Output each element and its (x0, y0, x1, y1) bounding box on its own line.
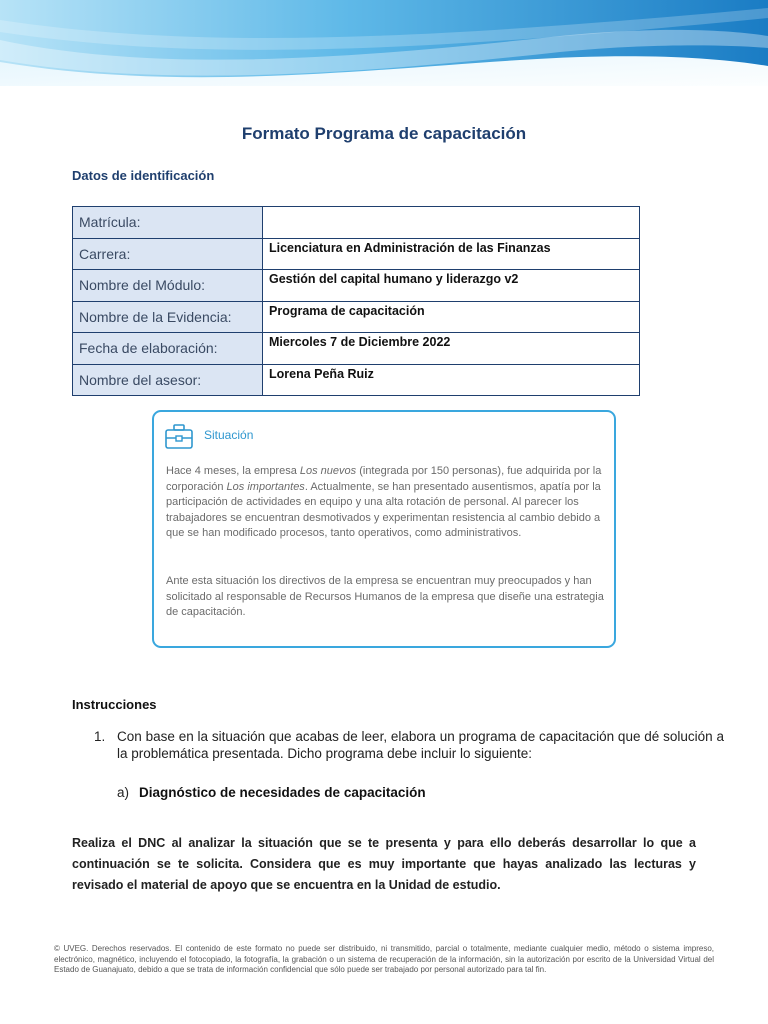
row-label: Nombre del asesor: (73, 364, 263, 396)
copyright-footer: © UVEG. Derechos reservados. El contenido de este formato no puede ser distribuido, ni transmitido, parcial o totalmente, mediante cualquier medio, método o sistema impreso, electrónico, magnético, incluyendo el fotocopiado, la fotografía, la grabación o un sistema de recuperación de la información, sin la autorización por escrito de la Universidad Virtual del Estado de Guanajuato, debido a que se trata de información confidencial que sólo puede ser trabajado por personal autorizado para tal fin. (54, 944, 714, 974)
row-label: Nombre del Módulo: (73, 270, 263, 302)
situation-paragraph-2: Ante esta situación los directivos de la empresa se encuentran muy preocupados y han solicitado al responsable de Recursos Humanos de la empresa que diseñe una estrategia de capacitación. (166, 575, 604, 618)
briefcase-icon (164, 423, 194, 451)
instructions-heading: Instrucciones (72, 697, 157, 712)
table-row (73, 207, 640, 239)
document-title: Formato Programa de capacitación (241, 124, 527, 143)
banner-graphic (0, 0, 768, 96)
situation-paragraph-1: Hace 4 meses, la empresa Los nuevos (integrada por 150 personas), fue adquirida por la corporación Los importantes. Actualmente, se han presentado ausentismos, apatía por la participación de actividades en equipo y una alta rotación de personal. Al parecer los trabajadores se encuentran desmotivados y experimentan resistencia al cambio debido a que se han modificado procesos, tanto operativos, como administrativos. (166, 465, 602, 539)
row-value: Lorena Peña Ruiz (263, 364, 640, 396)
instruction-number: 1. (94, 729, 106, 744)
table-row (73, 364, 640, 396)
instruction-text: Con base en la situación que acabas de leer, elabora un programa de capacitación que dé solución a la problemática presentada. Dicho programa debe incluir lo siguiente: (117, 729, 724, 761)
sub-item-letter: a) (117, 785, 130, 800)
row-label: Nombre de la Evidencia: (73, 301, 263, 333)
situation-title: Situación (204, 428, 254, 442)
sub-item-title: Diagnóstico de necesidades de capacitación (139, 785, 426, 800)
header-banner (0, 0, 768, 96)
table-row (73, 301, 640, 333)
dnc-paragraph: Realiza el DNC al analizar la situación que se te presenta y para ello deberás desarrollar lo que a continuación se te solicita. Considera que es muy importante que hayas analizado las lecturas y revisado el material de apoyo que se encuentra en la Unidad de estudio. (72, 836, 696, 892)
row-value: Miercoles 7 de Diciembre 2022 (263, 333, 640, 365)
row-label: Fecha de elaboración: (73, 333, 263, 365)
row-value: Licenciatura en Administración de las Finanzas (263, 238, 640, 270)
situation-box (152, 410, 616, 648)
instruction-sub-item-a (117, 785, 426, 800)
row-label: Matrícula: (73, 207, 263, 239)
row-value: Programa de capacitación (263, 301, 640, 333)
table-row (73, 270, 640, 302)
row-value (263, 207, 640, 239)
row-value: Gestión del capital humano y liderazgo v2 (263, 270, 640, 302)
identification-table (72, 206, 640, 396)
table-row (73, 333, 640, 365)
section-heading-identification: Datos de identificación (72, 168, 215, 183)
row-label: Carrera: (73, 238, 263, 270)
table-row (73, 238, 640, 270)
